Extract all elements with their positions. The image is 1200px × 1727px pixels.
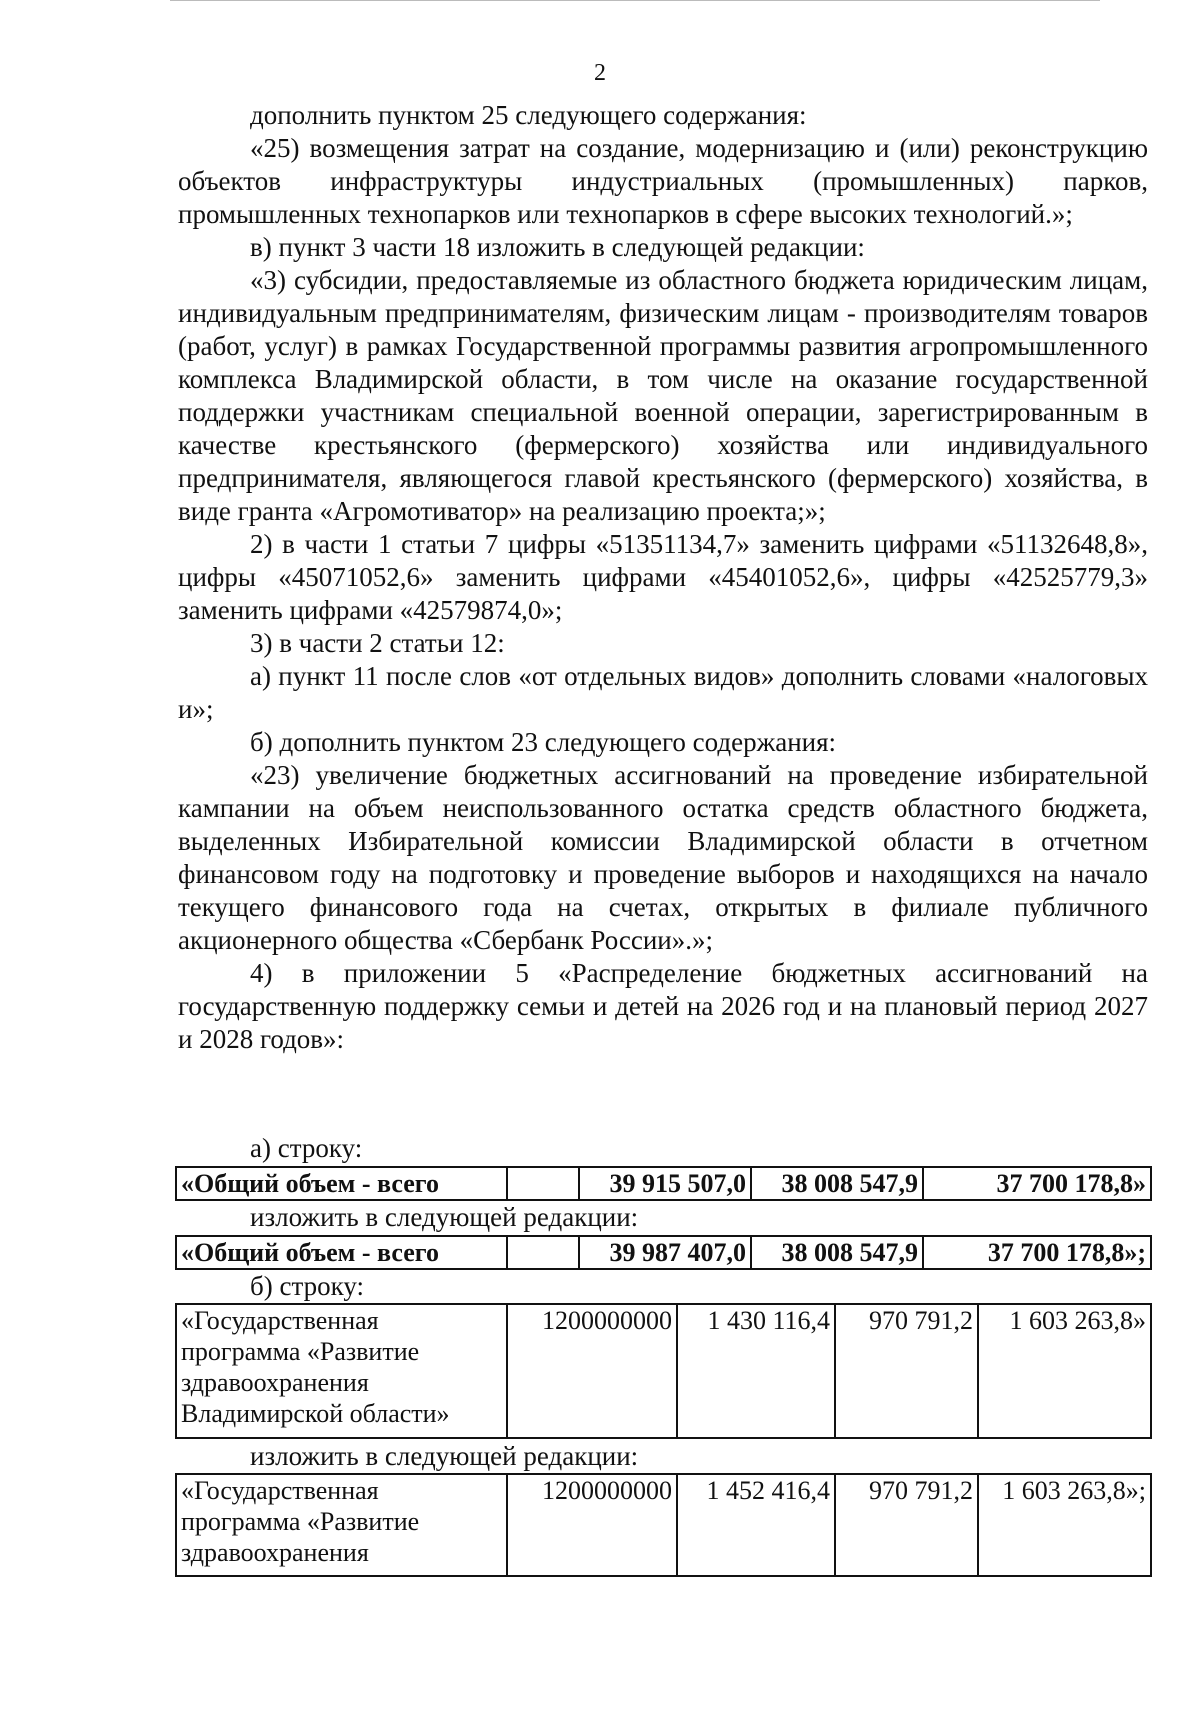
table-row xyxy=(176,1304,1151,1438)
table-row xyxy=(176,1236,1151,1269)
label-row-b: б) строку: xyxy=(250,1271,364,1301)
table-row xyxy=(176,1474,1151,1576)
cell-name: «Государственная программа «Развитие здравоохранения Владимирской области» xyxy=(176,1304,507,1438)
cell-2026: 39 915 507,0 xyxy=(579,1167,751,1200)
cell-2028: 37 700 178,8»; xyxy=(923,1236,1151,1269)
paragraph: 4) в приложении 5 «Распределение бюджетных ассигнований на государственную поддержку семьи и детей на 2026 год и на плановый период 2027 и 2028 годов»: xyxy=(178,958,1148,1054)
cell-2026: 1 430 116,4 xyxy=(677,1304,835,1438)
label-next-edition: изложить в следующей редакции: xyxy=(250,1202,639,1232)
table-total-new xyxy=(175,1235,1152,1270)
cell-name: «Государственная программа «Развитие здравоохранения xyxy=(176,1474,507,1576)
paragraph: «3) субсидии, предоставляемые из областного бюджета юридическим лицам, индивидуальным предпринимателям, физическим лицам - производителям товаров (работ, услуг) в рамках Государственной программы развития агропромышленного комплекса Владимирской области, в том числе на оказание государственной поддержки участникам специальной военной операции, зарегистрированным в качестве крестьянского (фермерского) хозяйства или индивидуального предпринимателя, являющегося главой крестьянского (фермерского) хозяйства, в виде гранта «Агромотиватор» на реализацию проекта;»; xyxy=(178,265,1148,526)
cell-2027: 970 791,2 xyxy=(835,1304,978,1438)
table-program-new xyxy=(175,1473,1152,1577)
cell-2026: 1 452 416,4 xyxy=(677,1474,835,1576)
paragraph: «25) возмещения затрат на создание, модернизацию и (или) реконструкцию объектов инфраструктуры индустриальных (промышленных) парков, промышленных технопарков или технопарков в сфере высоких технологий.»; xyxy=(178,133,1148,229)
label-row-a: а) строку: xyxy=(250,1133,363,1163)
paragraph: «23) увеличение бюджетных ассигнований на проведение избирательной кампании на объем неиспользованного остатка средств областного бюджета, выделенных Избирательной комиссии Владимирской области в отчетном финансовом году на подготовку и проведение выборов и находящихся на начало текущего финансового года на счетах, открытых в филиале публичного акционерного общества «Сбербанк России».»; xyxy=(178,760,1148,955)
cell-2027: 970 791,2 xyxy=(835,1474,978,1576)
cell-code xyxy=(507,1167,579,1200)
cell-2027: 38 008 547,9 xyxy=(751,1236,923,1269)
cell-2028: 37 700 178,8» xyxy=(923,1167,1151,1200)
cell-name: «Общий объем - всего xyxy=(176,1167,507,1200)
paragraph: б) дополнить пунктом 23 следующего содержания: xyxy=(250,727,837,757)
cell-2028: 1 603 263,8»; xyxy=(978,1474,1151,1576)
scan-top-edge xyxy=(170,0,1100,1)
table-total-old xyxy=(175,1166,1152,1201)
cell-2027: 38 008 547,9 xyxy=(751,1167,923,1200)
cell-code xyxy=(507,1236,579,1269)
table-row xyxy=(176,1167,1151,1200)
label-next-edition: изложить в следующей редакции: xyxy=(250,1441,639,1471)
paragraph: а) пункт 11 после слов «от отдельных видов» дополнить словами «налоговых и»; xyxy=(178,661,1148,724)
cell-2026: 39 987 407,0 xyxy=(579,1236,751,1269)
table-program-old xyxy=(175,1303,1152,1439)
cell-2028: 1 603 263,8» xyxy=(978,1304,1151,1438)
paragraph: дополнить пунктом 25 следующего содержания: xyxy=(250,100,807,130)
body-text-1 xyxy=(178,99,1148,1056)
paragraph: 3) в части 2 статьи 12: xyxy=(250,628,505,658)
cell-code: 1200000000 xyxy=(507,1304,677,1438)
cell-name: «Общий объем - всего xyxy=(176,1236,507,1269)
page-number: 2 xyxy=(594,60,606,86)
cell-code: 1200000000 xyxy=(507,1474,677,1576)
paragraph: 2) в части 1 статьи 7 цифры «51351134,7» заменить цифрами «51132648,8», цифры «45071052,6» заменить цифрами «45401052,6», цифры «42525779,3» заменить цифрами «42579874,0»; xyxy=(178,529,1148,625)
paragraph: в) пункт 3 части 18 изложить в следующей редакции: xyxy=(250,232,865,262)
